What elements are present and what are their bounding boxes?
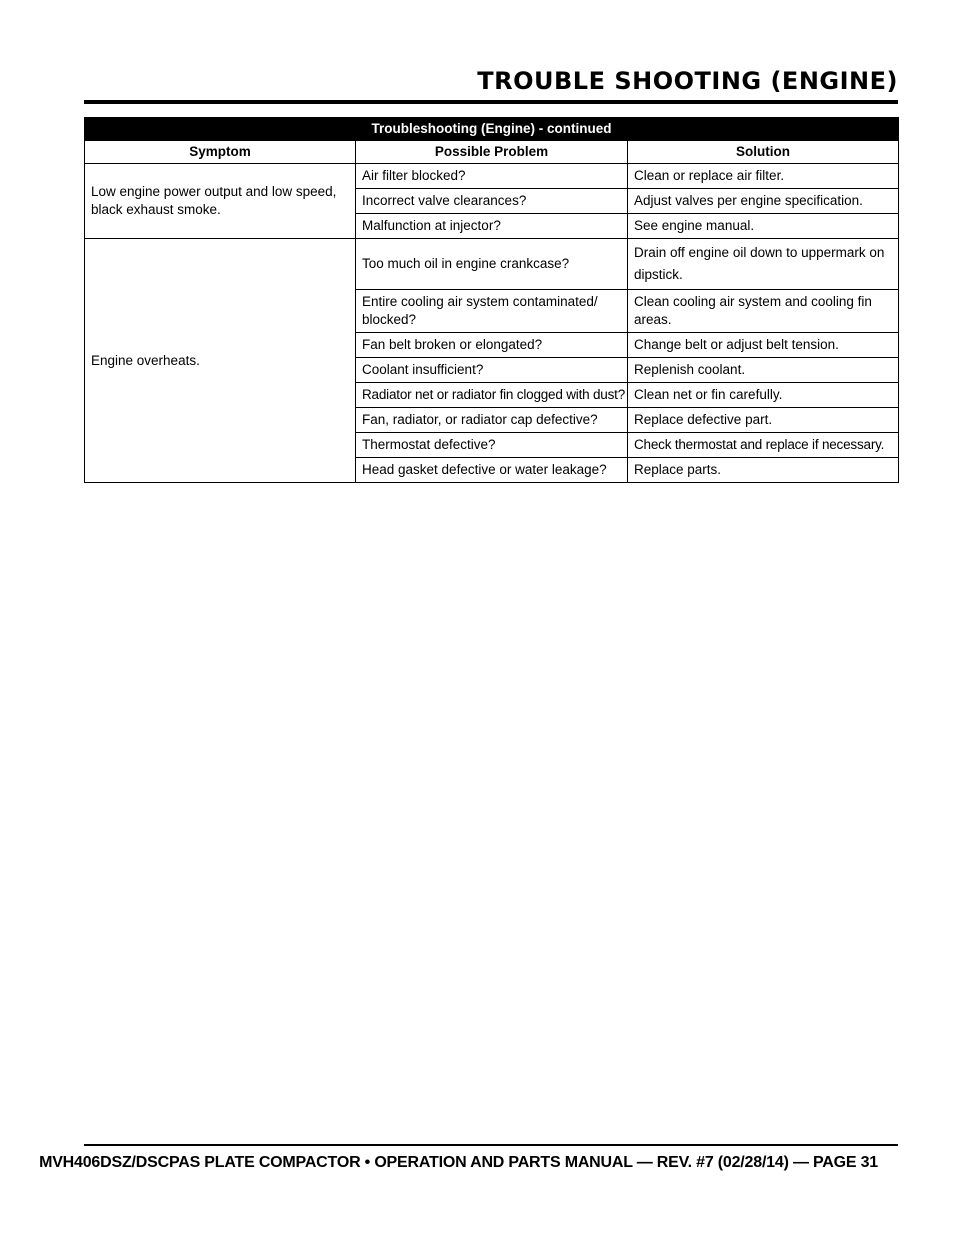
symptom-cell: Engine overheats. [85, 239, 356, 483]
solution-cell: See engine manual. [628, 214, 899, 239]
problem-cell: Head gasket defective or water leakage? [356, 458, 628, 483]
problem-cell: Thermostat defective? [356, 433, 628, 458]
problem-cell: Too much oil in engine crankcase? [356, 239, 628, 290]
solution-cell: Clean cooling air system and cooling fin areas. [628, 290, 899, 333]
solution-cell: Clean net or fin carefully. [628, 383, 899, 408]
page-title: TROUBLE SHOOTING (ENGINE) [477, 67, 898, 95]
problem-cell: Fan belt broken or elongated? [356, 333, 628, 358]
solution-cell: Clean or replace air filter. [628, 164, 899, 189]
problem-cell: Malfunction at injector? [356, 214, 628, 239]
solution-cell: Replace defective part. [628, 408, 899, 433]
header-symptom: Symptom [85, 141, 356, 164]
header-possible-problem: Possible Problem [356, 141, 628, 164]
table-caption: Troubleshooting (Engine) - continued [85, 118, 899, 141]
solution-cell: Adjust valves per engine specification. [628, 189, 899, 214]
problem-cell: Entire cooling air system contaminated/ blocked? [356, 290, 628, 333]
problem-cell: Fan, radiator, or radiator cap defective? [356, 408, 628, 433]
solution-cell: Change belt or adjust belt tension. [628, 333, 899, 358]
problem-cell: Incorrect valve clearances? [356, 189, 628, 214]
problem-cell: Air filter blocked? [356, 164, 628, 189]
title-rule [84, 100, 898, 104]
solution-cell: Drain off engine oil down to uppermark on dipstick. [628, 239, 899, 290]
header-solution: Solution [628, 141, 899, 164]
table-row [85, 239, 899, 290]
table-header-row [85, 141, 899, 164]
troubleshooting-table [84, 117, 899, 483]
solution-cell: Replace parts. [628, 458, 899, 483]
symptom-cell: Low engine power output and low speed, black exhaust smoke. [85, 164, 356, 239]
problem-cell: Radiator net or radiator fin clogged with dust? [356, 383, 628, 408]
page-footer: MVH406DSZ/DSCPAS PLATE COMPACTOR • OPERATION AND PARTS MANUAL — REV. #7 (02/28/14) — PAGE 31 [39, 1154, 878, 1171]
problem-cell: Coolant insufficient? [356, 358, 628, 383]
solution-cell: Replenish coolant. [628, 358, 899, 383]
solution-cell: Check thermostat and replace if necessary. [628, 433, 899, 458]
footer-rule [84, 1144, 898, 1146]
table-row [85, 164, 899, 189]
